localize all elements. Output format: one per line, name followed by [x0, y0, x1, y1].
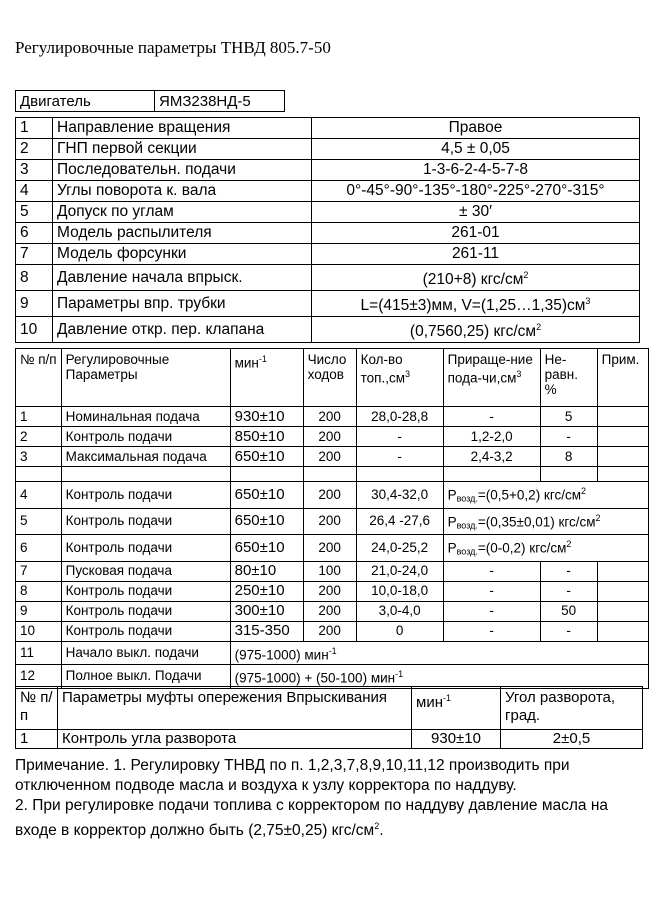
param-row — [16, 244, 640, 265]
param-num: 6 — [16, 223, 53, 244]
table-row — [16, 641, 649, 665]
row-name: Контроль подачи — [61, 482, 230, 509]
row-increment: 1,2-2,0 — [443, 427, 540, 447]
header-params: Регулировочные Параметры — [61, 349, 230, 407]
header-strokes: Число ходов — [303, 349, 356, 407]
row-unevenness: - — [540, 561, 597, 581]
row-strokes: 200 — [303, 482, 356, 509]
row-note — [597, 407, 648, 427]
header-num: № п/п — [16, 349, 62, 407]
param-label: Параметры впр. трубки — [53, 291, 312, 317]
row-strokes: 200 — [303, 508, 356, 535]
param-row — [16, 291, 640, 317]
row-num: 12 — [16, 665, 62, 689]
param-num: 7 — [16, 244, 53, 265]
table-row — [16, 407, 649, 427]
row-fuel: 24,0-25,2 — [356, 535, 443, 562]
row-name: Контроль подачи — [61, 581, 230, 601]
param-num: 4 — [16, 181, 53, 202]
param-row — [16, 317, 640, 343]
row-unevenness: 50 — [540, 601, 597, 621]
row-strokes: 100 — [303, 561, 356, 581]
notes — [15, 756, 645, 841]
row-air-pressure: $P_{возд.}=(0,35\pm 0,01)$ кгс/$см^2$ — [443, 508, 648, 535]
coupling-header-num: № п/п — [16, 687, 58, 730]
param-num: 2 — [16, 139, 53, 160]
row-note — [597, 427, 648, 447]
row-num: 6 — [16, 535, 62, 562]
table-row — [16, 601, 649, 621]
row-unevenness: 5 — [540, 407, 597, 427]
header-fuel: Кол-во $топ.,см^3$ — [356, 349, 443, 407]
header-increment: Прираще-ние пода-$чи,см^3$ — [443, 349, 540, 407]
param-row — [16, 202, 640, 223]
param-row — [16, 139, 640, 160]
row-increment: - — [443, 621, 540, 641]
engine-table — [15, 90, 285, 112]
param-value: L=(415±3)мм, $V=(1,25\dots 1,35)см^3$ — [312, 291, 640, 317]
table-row — [16, 581, 649, 601]
row-fuel: 21,0-24,0 — [356, 561, 443, 581]
row-note — [597, 561, 648, 581]
row-name: Максимальная подача — [61, 447, 230, 467]
param-value: 0°-45°-90°-135°-180°-225°-270°-315° — [312, 181, 640, 202]
param-label: Последовательн. подачи — [53, 160, 312, 181]
row-num: 7 — [16, 561, 62, 581]
coupling-row — [16, 730, 643, 749]
param-value: (0,7560,25) кгс/$см^2$ — [312, 317, 640, 343]
param-value: 1-3-6-2-4-5-7-8 — [312, 160, 640, 181]
param-label: ГНП первой секции — [53, 139, 312, 160]
header-rpm: мин$^{-1}$ — [230, 349, 303, 407]
header-uneven: Не-равн. % — [540, 349, 597, 407]
param-label: Допуск по углам — [53, 202, 312, 223]
row-rpm: 80±10 — [230, 561, 303, 581]
param-value: ± 30′ — [312, 202, 640, 223]
coupling-header-rpm: мин$^{-1}$ — [412, 687, 501, 730]
table-row — [16, 427, 649, 447]
row-fuel: 28,0-28,8 — [356, 407, 443, 427]
row-shutoff-value: (975-1000) + (50-100) мин$^{-1}$ — [230, 665, 648, 689]
row-increment: - — [443, 581, 540, 601]
row-fuel: 0 — [356, 621, 443, 641]
row-air-pressure: $P_{возд.}=(0,5+0,2)$ кгс/$см^2$ — [443, 482, 648, 509]
row-rpm: 300±10 — [230, 601, 303, 621]
main-params-table — [15, 117, 640, 343]
row-name: Контроль подачи — [61, 601, 230, 621]
coupling-angle: 2±0,5 — [501, 730, 643, 749]
row-name: Контроль подачи — [61, 535, 230, 562]
row-strokes: 200 — [303, 407, 356, 427]
coupling-header-row — [16, 687, 643, 730]
regulation-header-row — [16, 349, 649, 407]
row-air-pressure: $P_{возд.}=(0-0,2)$ кгс/$см^2$ — [443, 535, 648, 562]
param-num: 10 — [16, 317, 53, 343]
table-row — [16, 561, 649, 581]
row-note — [597, 581, 648, 601]
param-label: Модель распылителя — [53, 223, 312, 244]
row-strokes: 200 — [303, 621, 356, 641]
row-rpm: 650±10 — [230, 447, 303, 467]
param-num: 3 — [16, 160, 53, 181]
row-name: Контроль подачи — [61, 508, 230, 535]
row-rpm: 930±10 — [230, 407, 303, 427]
row-increment: - — [443, 601, 540, 621]
row-strokes: 200 — [303, 601, 356, 621]
row-rpm: 650±10 — [230, 482, 303, 509]
row-name: Полное выкл. Подачи — [61, 665, 230, 689]
table-row — [16, 665, 649, 689]
row-increment: - — [443, 407, 540, 427]
param-row — [16, 223, 640, 244]
row-strokes: 200 — [303, 427, 356, 447]
advance-coupling-table — [15, 686, 643, 749]
row-strokes: 200 — [303, 535, 356, 562]
engine-label: Двигатель — [16, 91, 155, 112]
engine-value: ЯМЗ238НД-5 — [155, 91, 285, 112]
param-row — [16, 265, 640, 291]
param-num: 8 — [16, 265, 53, 291]
coupling-header-params: Параметры муфты опережения Впрыскивания — [58, 687, 412, 730]
row-name: Номинальная подача — [61, 407, 230, 427]
spacer-row — [16, 467, 649, 482]
row-shutoff-value: (975-1000) мин$^{-1}$ — [230, 641, 648, 665]
param-value: 261-01 — [312, 223, 640, 244]
table-row — [16, 535, 649, 562]
param-label: Углы поворота к. вала — [53, 181, 312, 202]
row-increment: 2,4-3,2 — [443, 447, 540, 467]
table-row — [16, 508, 649, 535]
coupling-name: Контроль угла разворота — [58, 730, 412, 749]
row-rpm: 850±10 — [230, 427, 303, 447]
row-note — [597, 447, 648, 467]
row-unevenness: - — [540, 581, 597, 601]
row-fuel: 26,4 -27,6 — [356, 508, 443, 535]
row-name: Контроль подачи — [61, 427, 230, 447]
row-name: Контроль подачи — [61, 621, 230, 641]
row-num: 11 — [16, 641, 62, 665]
row-name: Пусковая подача — [61, 561, 230, 581]
row-num: 2 — [16, 427, 62, 447]
param-num: 5 — [16, 202, 53, 223]
note-2: 2. При регулировке подачи топлива с корректором по наддуву давление масла на входе в корректор должно быть (2,75±0,25) кгс/$см^2$. — [15, 797, 609, 840]
table-row — [16, 447, 649, 467]
coupling-header-angle: Угол разворота, град. — [501, 687, 643, 730]
row-fuel: - — [356, 427, 443, 447]
table-row — [16, 621, 649, 641]
row-strokes: 200 — [303, 447, 356, 467]
row-num: 1 — [16, 407, 62, 427]
param-label: Модель форсунки — [53, 244, 312, 265]
table-row — [16, 482, 649, 509]
row-unevenness: - — [540, 427, 597, 447]
param-label: Направление вращения — [53, 118, 312, 139]
row-strokes: 200 — [303, 581, 356, 601]
param-value: Правое — [312, 118, 640, 139]
param-num: 1 — [16, 118, 53, 139]
note-1: Примечание. 1. Регулировку ТНВД по п. 1,2,3,7,8,9,10,11,12 производить при отключенном подводе масла и воздуха к узлу корректора по наддуву. — [15, 757, 570, 794]
param-row — [16, 118, 640, 139]
row-fuel: 30,4-32,0 — [356, 482, 443, 509]
row-increment: - — [443, 561, 540, 581]
row-num: 3 — [16, 447, 62, 467]
row-rpm: 250±10 — [230, 581, 303, 601]
param-label: Давление начала впрыск. — [53, 265, 312, 291]
param-value: (210+8) кгс/$см^2$ — [312, 265, 640, 291]
row-num: 4 — [16, 482, 62, 509]
row-fuel: 3,0-4,0 — [356, 601, 443, 621]
param-value: 261-11 — [312, 244, 640, 265]
row-rpm: 650±10 — [230, 535, 303, 562]
param-row — [16, 160, 640, 181]
coupling-rpm: 930±10 — [412, 730, 501, 749]
param-value: 4,5 ± 0,05 — [312, 139, 640, 160]
row-note — [597, 601, 648, 621]
row-num: 8 — [16, 581, 62, 601]
row-name: Начало выкл. подачи — [61, 641, 230, 665]
row-unevenness: 8 — [540, 447, 597, 467]
row-rpm: 650±10 — [230, 508, 303, 535]
param-row — [16, 181, 640, 202]
row-num: 5 — [16, 508, 62, 535]
header-note: Прим. — [597, 349, 648, 407]
row-unevenness: - — [540, 621, 597, 641]
row-fuel: 10,0-18,0 — [356, 581, 443, 601]
row-note — [597, 621, 648, 641]
row-num: 9 — [16, 601, 62, 621]
row-fuel: - — [356, 447, 443, 467]
row-num: 10 — [16, 621, 62, 641]
coupling-num: 1 — [16, 730, 58, 749]
param-label: Давление откр. пер. клапана — [53, 317, 312, 343]
document-title: Регулировочные параметры ТНВД 805.7-50 — [15, 38, 331, 57]
param-num: 9 — [16, 291, 53, 317]
regulation-table — [15, 348, 649, 689]
row-rpm: 315-350 — [230, 621, 303, 641]
